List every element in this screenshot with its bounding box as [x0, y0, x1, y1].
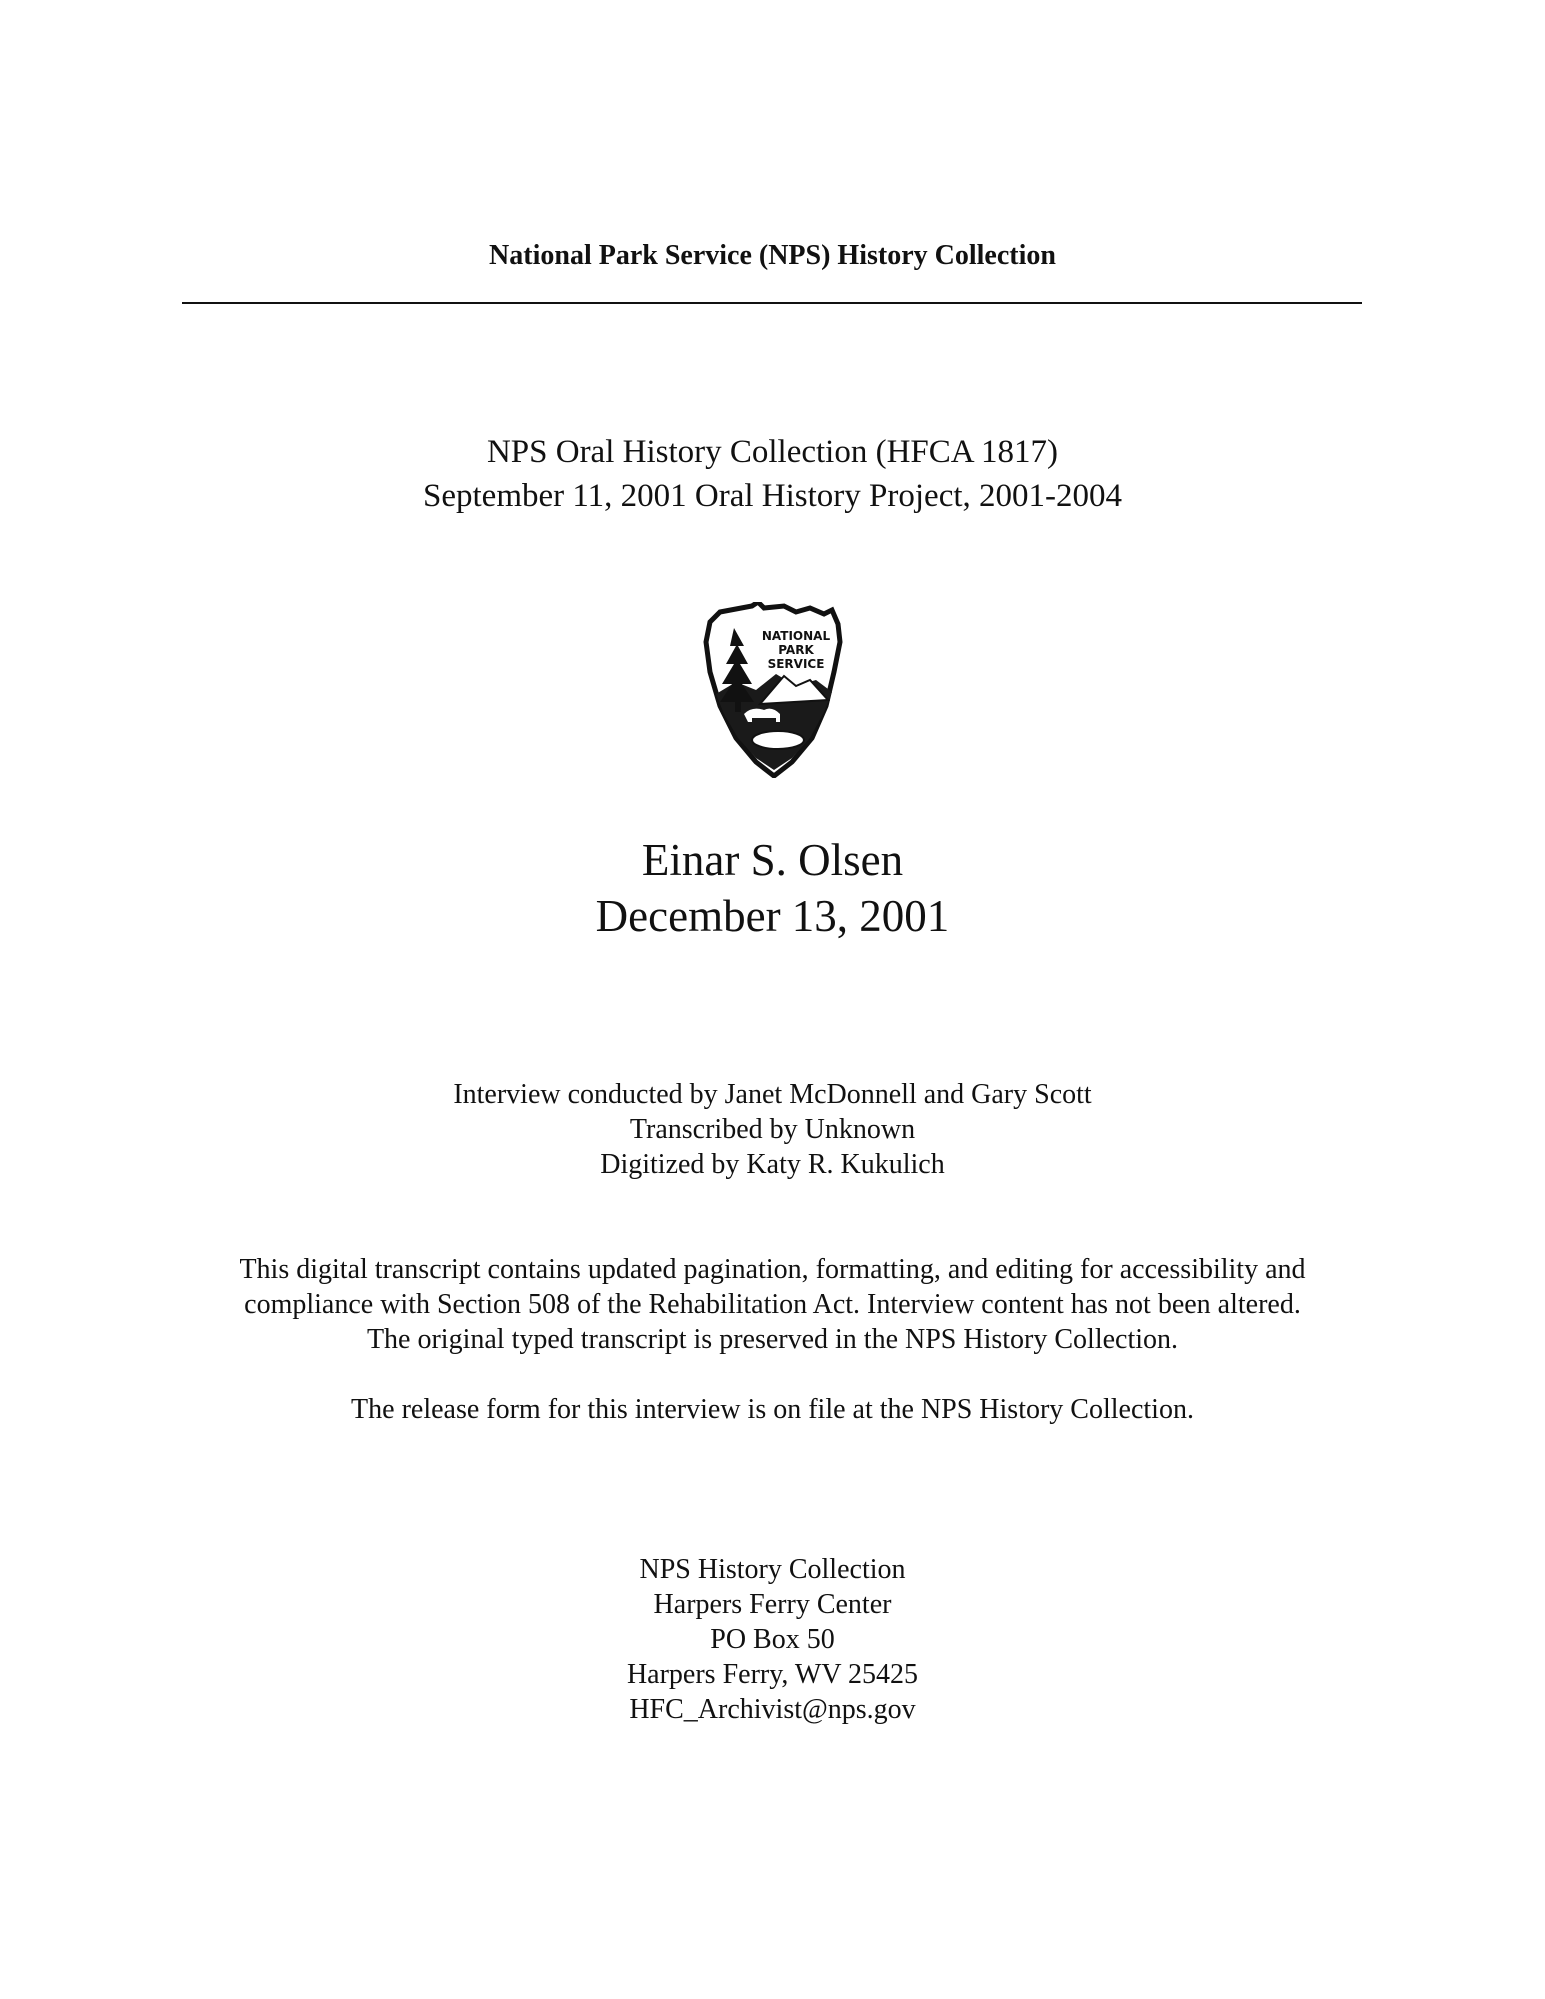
accessibility-notice — [0, 1252, 1545, 1357]
credits-block — [0, 1077, 1545, 1182]
collection-line-2: September 11, 2001 Oral History Project, 2001-2004 — [423, 478, 1122, 514]
notice-line-1: This digital transcript contains updated pagination, formatting, and editing for accessibility and — [239, 1254, 1306, 1285]
release-notice: The release form for this interview is on file at the NPS History Collection. — [351, 1394, 1194, 1425]
collection-info — [0, 430, 1545, 518]
address-line-1: NPS History Collection — [639, 1554, 906, 1585]
nps-arrowhead-logo — [700, 602, 846, 778]
address-line-4: Harpers Ferry, WV 25425 — [626, 1659, 919, 1690]
interviewee-block — [0, 832, 1545, 944]
contact-address — [0, 1552, 1545, 1727]
interviewee-name: Einar S. Olsen — [641, 835, 904, 885]
logo-text-national: NATIONAL — [761, 629, 831, 643]
header-divider — [182, 302, 1362, 304]
interview-date: December 13, 2001 — [595, 891, 950, 941]
collection-line-1: NPS Oral History Collection (HFCA 1817) — [486, 434, 1059, 470]
credit-conducted: Interview conducted by Janet McDonnell and Gary Scott — [453, 1079, 1092, 1110]
notice-line-3: The original typed transcript is preserved in the NPS History Collection. — [366, 1324, 1179, 1355]
credit-transcribed: Transcribed by Unknown — [629, 1114, 916, 1145]
address-email: HFC_Archivist@nps.gov — [629, 1694, 916, 1725]
logo-text-service: SERVICE — [767, 657, 825, 671]
address-line-3: PO Box 50 — [710, 1624, 835, 1655]
address-line-2: Harpers Ferry Center — [653, 1589, 892, 1620]
notice-line-2: compliance with Section 508 of the Rehabilitation Act. Interview content has not been altered. — [244, 1289, 1301, 1320]
logo-text-park: PARK — [778, 643, 814, 657]
credit-digitized: Digitized by Katy R. Kukulich — [600, 1149, 945, 1180]
collection-header-title: National Park Service (NPS) History Collection — [489, 240, 1056, 271]
